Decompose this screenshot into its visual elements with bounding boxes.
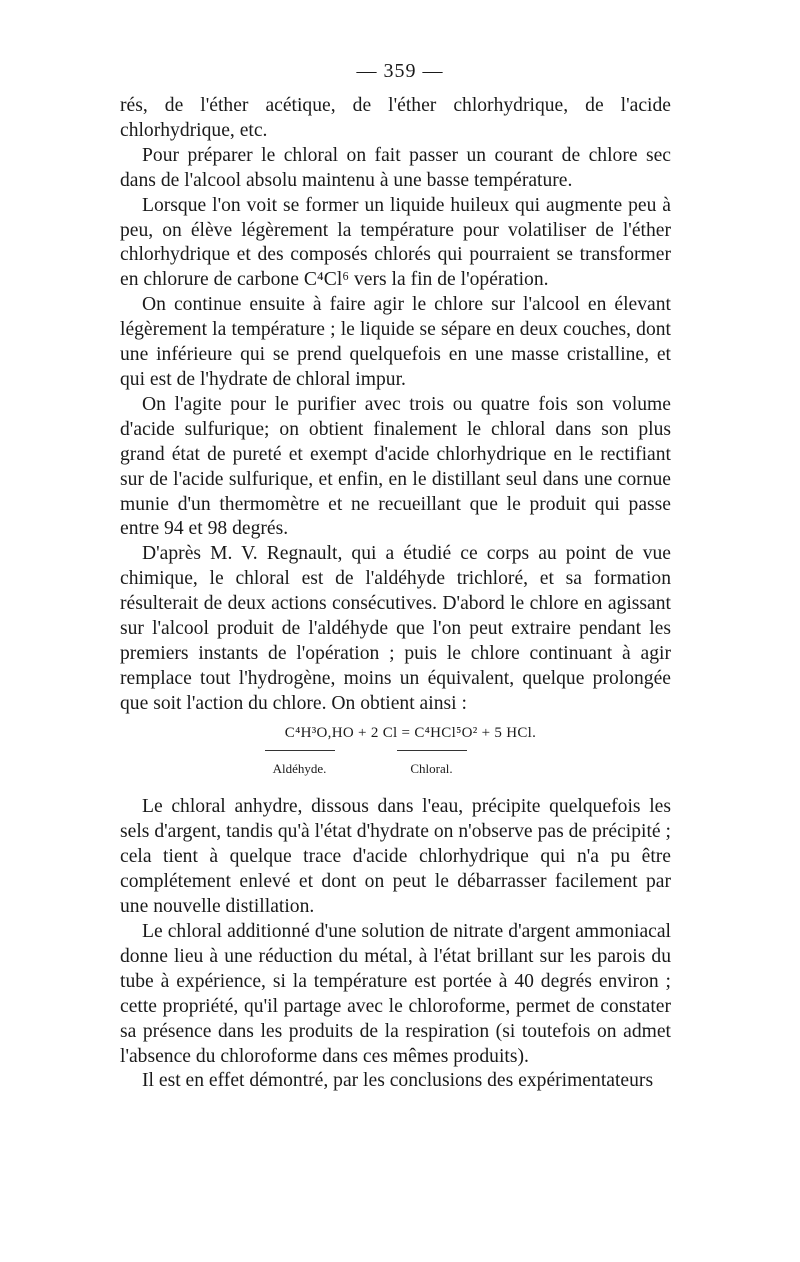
paragraph-9: Il est en effet démontré, par les conclusions des expérimentateurs xyxy=(142,1070,654,1092)
page-number: — 359 — xyxy=(356,60,444,82)
equation-formula: C⁴H³O,HO + 2 Cl = C⁴HCl⁵O² + 5 HCl. xyxy=(284,724,537,741)
paragraph-7: Le chloral anhydre, dissous dans l'eau, précipite quelquefois les sels d'argent, tandis qu'à l'état d'hydrate on n'observe pas de précipité ; cela tient à quelque trace d'acide chlorhydrique qui n'a pu être complétement enlevé et dont on peut le débarrasser facilement par une nouvelle distillation. xyxy=(120,796,671,918)
equation-labels xyxy=(120,750,671,782)
paragraph-1: rés, de l'éther acétique, de l'éther chlorhydrique, de l'acide chlorhydrique, etc. xyxy=(120,95,671,141)
label-aldehyde: Aldéhyde. xyxy=(265,750,335,782)
label-chloral: Chloral. xyxy=(397,750,467,782)
body-text xyxy=(120,94,671,1094)
paragraph-3: Lorsque l'on voit se former un liquide huileux qui augmente peu à peu, on élève légèrement la température pour volatiliser de l'éther chlorhydrique et des composés chlorés qui pourraient se transformer en chlorure de carbone C⁴Cl⁶ vers la fin de l'opération. xyxy=(120,194,671,291)
chemical-equation xyxy=(120,721,671,782)
paragraph-5: On l'agite pour le purifier avec trois ou quatre fois son volume d'acide sulfurique; on obtient finalement le chloral dans son plus grand état de pureté et exempt d'acide chlorhydrique en le rectifiant sur de l'acide sulfurique, et enfin, en le distillant seul dans une cornue munie d'un thermomètre et ne recueillant que le produit qui passe entre 94 et 98 degrés. xyxy=(120,393,671,540)
paragraph-2: Pour préparer le chloral on fait passer un courant de chlore sec dans de l'alcool absolu maintenu à une basse température. xyxy=(120,144,671,191)
paragraph-4: On continue ensuite à faire agir le chlore sur l'alcool en élevant légèrement la température ; le liquide se sépare en deux couches, dont une inférieure qui se prend quelquefois en une masse cristalline, et qui est de l'hydrate de chloral impur. xyxy=(120,294,671,390)
paragraph-8: Le chloral additionné d'une solution de nitrate d'argent ammoniacal donne lieu à une réduction du métal, à l'état brillant sur les parois du tube à expérience, si la température est portée à 40 degrés environ ; cette propriété, qu'il partage avec le chloroforme, permet de constater sa présence dans les produits de la respiration (si toutefois on admet l'absence du chloroforme dans ces mêmes produits). xyxy=(120,921,671,1067)
paragraph-6: D'après M. V. Regnault, qui a étudié ce corps au point de vue chimique, le chloral est de l'aldéhyde trichloré, et sa formation résulterait de deux actions consécutives. D'abord le chlore en agissant sur l'alcool produit de l'aldéhyde que l'on peut extraire pendant les premiers instants de l'opération ; puis le chlore continuant à agir remplace tout l'hydrogène, moins un équivalent, quelque prolongée que soit l'action du chlore. On obtient ainsi : xyxy=(120,543,671,714)
